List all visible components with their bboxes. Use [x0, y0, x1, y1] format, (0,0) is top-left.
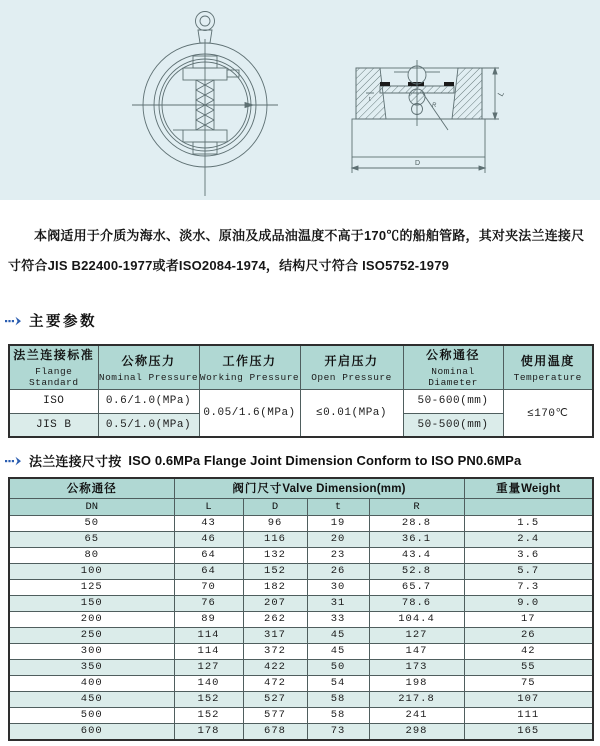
dimension-cell: 207 — [243, 595, 307, 611]
dimension-cell: 76 — [174, 595, 243, 611]
dimension-row — [9, 579, 593, 595]
drawing-banner — [0, 0, 600, 200]
dimension-sub-header-row — [9, 498, 593, 515]
dimension-cell: 89 — [174, 611, 243, 627]
col-label-en: Flange Standard — [28, 366, 79, 389]
dimension-cell: 43 — [174, 515, 243, 531]
dimension-cell: 26 — [464, 627, 593, 643]
dimension-cell: 96 — [243, 515, 307, 531]
dimension-cell: 127 — [174, 659, 243, 675]
dimension-cell: 165 — [464, 723, 593, 740]
sub-col-t: t — [307, 498, 369, 515]
dimension-cell: 20 — [307, 531, 369, 547]
section-title: 主要参数 — [29, 314, 97, 330]
dimension-cell: 140 — [174, 675, 243, 691]
dimension-cell: 600 — [9, 723, 174, 740]
dimension-cell: 3.6 — [464, 547, 593, 563]
col-working-pressure — [199, 345, 300, 389]
cell-temperature: ≤170℃ — [503, 389, 593, 437]
dimension-cell: 30 — [307, 579, 369, 595]
group-valve-dimension — [174, 478, 464, 498]
dimension-cell: 111 — [464, 707, 593, 723]
dimension-cell: 152 — [174, 691, 243, 707]
dimension-cell: 317 — [243, 627, 307, 643]
dimension-cell: 422 — [243, 659, 307, 675]
cell-diameter: 50-600(mm) — [403, 389, 503, 413]
dimension-cell: 23 — [307, 547, 369, 563]
dimension-row — [9, 627, 593, 643]
dimension-row — [9, 707, 593, 723]
col-label-zh: 开启压力 — [324, 353, 379, 368]
dimension-cell: 178 — [174, 723, 243, 740]
group-dn-label: 公称通径 — [66, 483, 117, 496]
col-nominal-diameter — [403, 345, 503, 389]
cell-diameter: 50-500(mm) — [403, 413, 503, 437]
dimension-cell: 132 — [243, 547, 307, 563]
dimension-cell: 42 — [464, 643, 593, 659]
col-label-zh: 使用温度 — [520, 353, 575, 368]
dimension-cell: 250 — [9, 627, 174, 643]
group-dim-zh: 阀门尺寸 — [232, 483, 283, 496]
dimension-row — [9, 611, 593, 627]
group-weight-en: Weight — [521, 483, 561, 496]
dim-r-label: R — [432, 103, 437, 109]
dimension-cell: 217.8 — [369, 691, 464, 707]
col-label-zh: 法兰连接标准 — [13, 348, 95, 363]
cell-standard: ISO — [9, 389, 98, 413]
dimension-row — [9, 563, 593, 579]
group-dim-en: Valve Dimension(mm) — [282, 483, 406, 496]
dimension-cell: 400 — [9, 675, 174, 691]
dimension-cell: 58 — [307, 707, 369, 723]
cell-open-pressure: ≤0.01(MPa) — [300, 389, 403, 437]
dimension-cell: 80 — [9, 547, 174, 563]
dimension-group-header-row — [9, 478, 593, 498]
dimension-cell: 107 — [464, 691, 593, 707]
dimension-cell: 75 — [464, 675, 593, 691]
dimension-cell: 2.4 — [464, 531, 593, 547]
section-title-zh: 法兰连接尺寸按 — [29, 454, 122, 469]
dimension-cell: 54 — [307, 675, 369, 691]
group-dn — [9, 478, 174, 498]
dimension-cell: 527 — [243, 691, 307, 707]
dimension-cell: 150 — [9, 595, 174, 611]
col-flange-standard — [9, 345, 98, 389]
dimension-row — [9, 531, 593, 547]
col-label-zh: 公称压力 — [121, 353, 176, 368]
sub-col-d: D — [243, 498, 307, 515]
dimension-cell: 100 — [9, 563, 174, 579]
dimension-cell: 116 — [243, 531, 307, 547]
dimension-cell: 114 — [174, 627, 243, 643]
col-label-en: Nominal Diameter — [428, 366, 478, 389]
params-table — [8, 344, 594, 438]
intro-paragraph: 本阀适用于介质为海水、淡水、原油及成品油温度不高于170℃的船舶管路，其对夹法兰连接尺寸符合JIS B22400-1977或者ISO2084-1974，结构尺寸符合 ISO5752-1979 — [8, 228, 585, 273]
sub-col-r: R — [369, 498, 464, 515]
dimension-row — [9, 515, 593, 531]
cell-nominal: 0.5/1.0(MPa) — [98, 413, 199, 437]
dimension-cell: 50 — [9, 515, 174, 531]
dimension-cell: 372 — [243, 643, 307, 659]
dimension-cell: 17 — [464, 611, 593, 627]
dimension-cell: 46 — [174, 531, 243, 547]
dim-t-label: t — [369, 97, 371, 103]
dimension-cell: 50 — [307, 659, 369, 675]
dimension-cell: 200 — [9, 611, 174, 627]
dimension-cell: 64 — [174, 563, 243, 579]
col-label-en: Nominal Pressure — [98, 371, 199, 383]
dimension-cell: 450 — [9, 691, 174, 707]
dimension-cell: 147 — [369, 643, 464, 659]
params-row-iso — [9, 389, 593, 413]
dimension-cell: 55 — [464, 659, 593, 675]
dimension-row — [9, 659, 593, 675]
dim-l-label: L — [495, 89, 506, 98]
section-title-en: ISO 0.6MPa Flange Joint Dimension Conform to ISO PN0.6MPa — [128, 453, 522, 468]
valve-section-view-drawing — [336, 56, 516, 180]
dimension-cell: 114 — [174, 643, 243, 659]
dimension-cell: 65.7 — [369, 579, 464, 595]
dimension-cell: 7.3 — [464, 579, 593, 595]
dimension-cell: 198 — [369, 675, 464, 691]
col-label-en: Temperature — [513, 371, 582, 383]
dimension-cell: 298 — [369, 723, 464, 740]
params-header-row — [9, 345, 593, 389]
dimension-cell: 1.5 — [464, 515, 593, 531]
dimension-cell: 28.8 — [369, 515, 464, 531]
dimension-cell: 33 — [307, 611, 369, 627]
cell-standard: JIS B — [9, 413, 98, 437]
dimension-row — [9, 643, 593, 659]
dimension-cell: 300 — [9, 643, 174, 659]
dimension-row — [9, 675, 593, 691]
dimension-row — [9, 547, 593, 563]
dimension-cell: 52.8 — [369, 563, 464, 579]
dimension-cell: 152 — [174, 707, 243, 723]
dimension-cell: 9.0 — [464, 595, 593, 611]
dimension-cell: 58 — [307, 691, 369, 707]
dimension-cell: 5.7 — [464, 563, 593, 579]
col-open-pressure — [300, 345, 403, 389]
dimension-cell: 577 — [243, 707, 307, 723]
dimension-cell: 36.1 — [369, 531, 464, 547]
dimension-cell: 678 — [243, 723, 307, 740]
col-temperature — [503, 345, 593, 389]
col-label-zh: 工作压力 — [222, 353, 277, 368]
cell-working-pressure: 0.05/1.6(MPa) — [199, 389, 300, 437]
dimension-cell: 500 — [9, 707, 174, 723]
dimension-table-body — [9, 515, 593, 740]
dimension-cell: 45 — [307, 643, 369, 659]
dimension-cell: 350 — [9, 659, 174, 675]
dashed-arrow-icon — [5, 456, 22, 466]
dimension-cell: 127 — [369, 627, 464, 643]
dimension-cell: 26 — [307, 563, 369, 579]
dimension-cell: 104.4 — [369, 611, 464, 627]
dimension-cell: 70 — [174, 579, 243, 595]
dimension-cell: 19 — [307, 515, 369, 531]
dimension-row — [9, 691, 593, 707]
dimension-cell: 152 — [243, 563, 307, 579]
dimension-cell: 262 — [243, 611, 307, 627]
dimension-cell: 78.6 — [369, 595, 464, 611]
dimension-cell: 173 — [369, 659, 464, 675]
col-label-zh: 公称通径 — [425, 348, 480, 363]
section-heading-parameters — [5, 310, 97, 331]
dimension-cell: 73 — [307, 723, 369, 740]
col-nominal-pressure — [98, 345, 199, 389]
dimension-cell: 65 — [9, 531, 174, 547]
dimension-cell: 31 — [307, 595, 369, 611]
col-label-en: Open Pressure — [311, 371, 392, 383]
sub-col-g — [464, 498, 593, 515]
dimension-cell: 125 — [9, 579, 174, 595]
dimension-cell: 45 — [307, 627, 369, 643]
dimension-cell: 472 — [243, 675, 307, 691]
dimension-table — [8, 477, 594, 741]
dimension-cell: 241 — [369, 707, 464, 723]
dimension-cell: 43.4 — [369, 547, 464, 563]
group-weight — [464, 478, 593, 498]
sub-col-l: L — [174, 498, 243, 515]
valve-front-view-drawing — [110, 6, 300, 200]
dim-d-label: D — [415, 160, 421, 167]
section-heading-dimensions — [5, 451, 521, 470]
dimension-row — [9, 723, 593, 740]
dashed-arrow-icon — [5, 316, 22, 326]
sub-col-dn: DN — [9, 498, 174, 515]
cell-nominal: 0.6/1.0(MPa) — [98, 389, 199, 413]
group-weight-zh: 重量 — [496, 483, 522, 496]
dimension-cell: 64 — [174, 547, 243, 563]
dimension-row — [9, 595, 593, 611]
col-label-en: Working Pressure — [199, 371, 300, 383]
dimension-cell: 182 — [243, 579, 307, 595]
